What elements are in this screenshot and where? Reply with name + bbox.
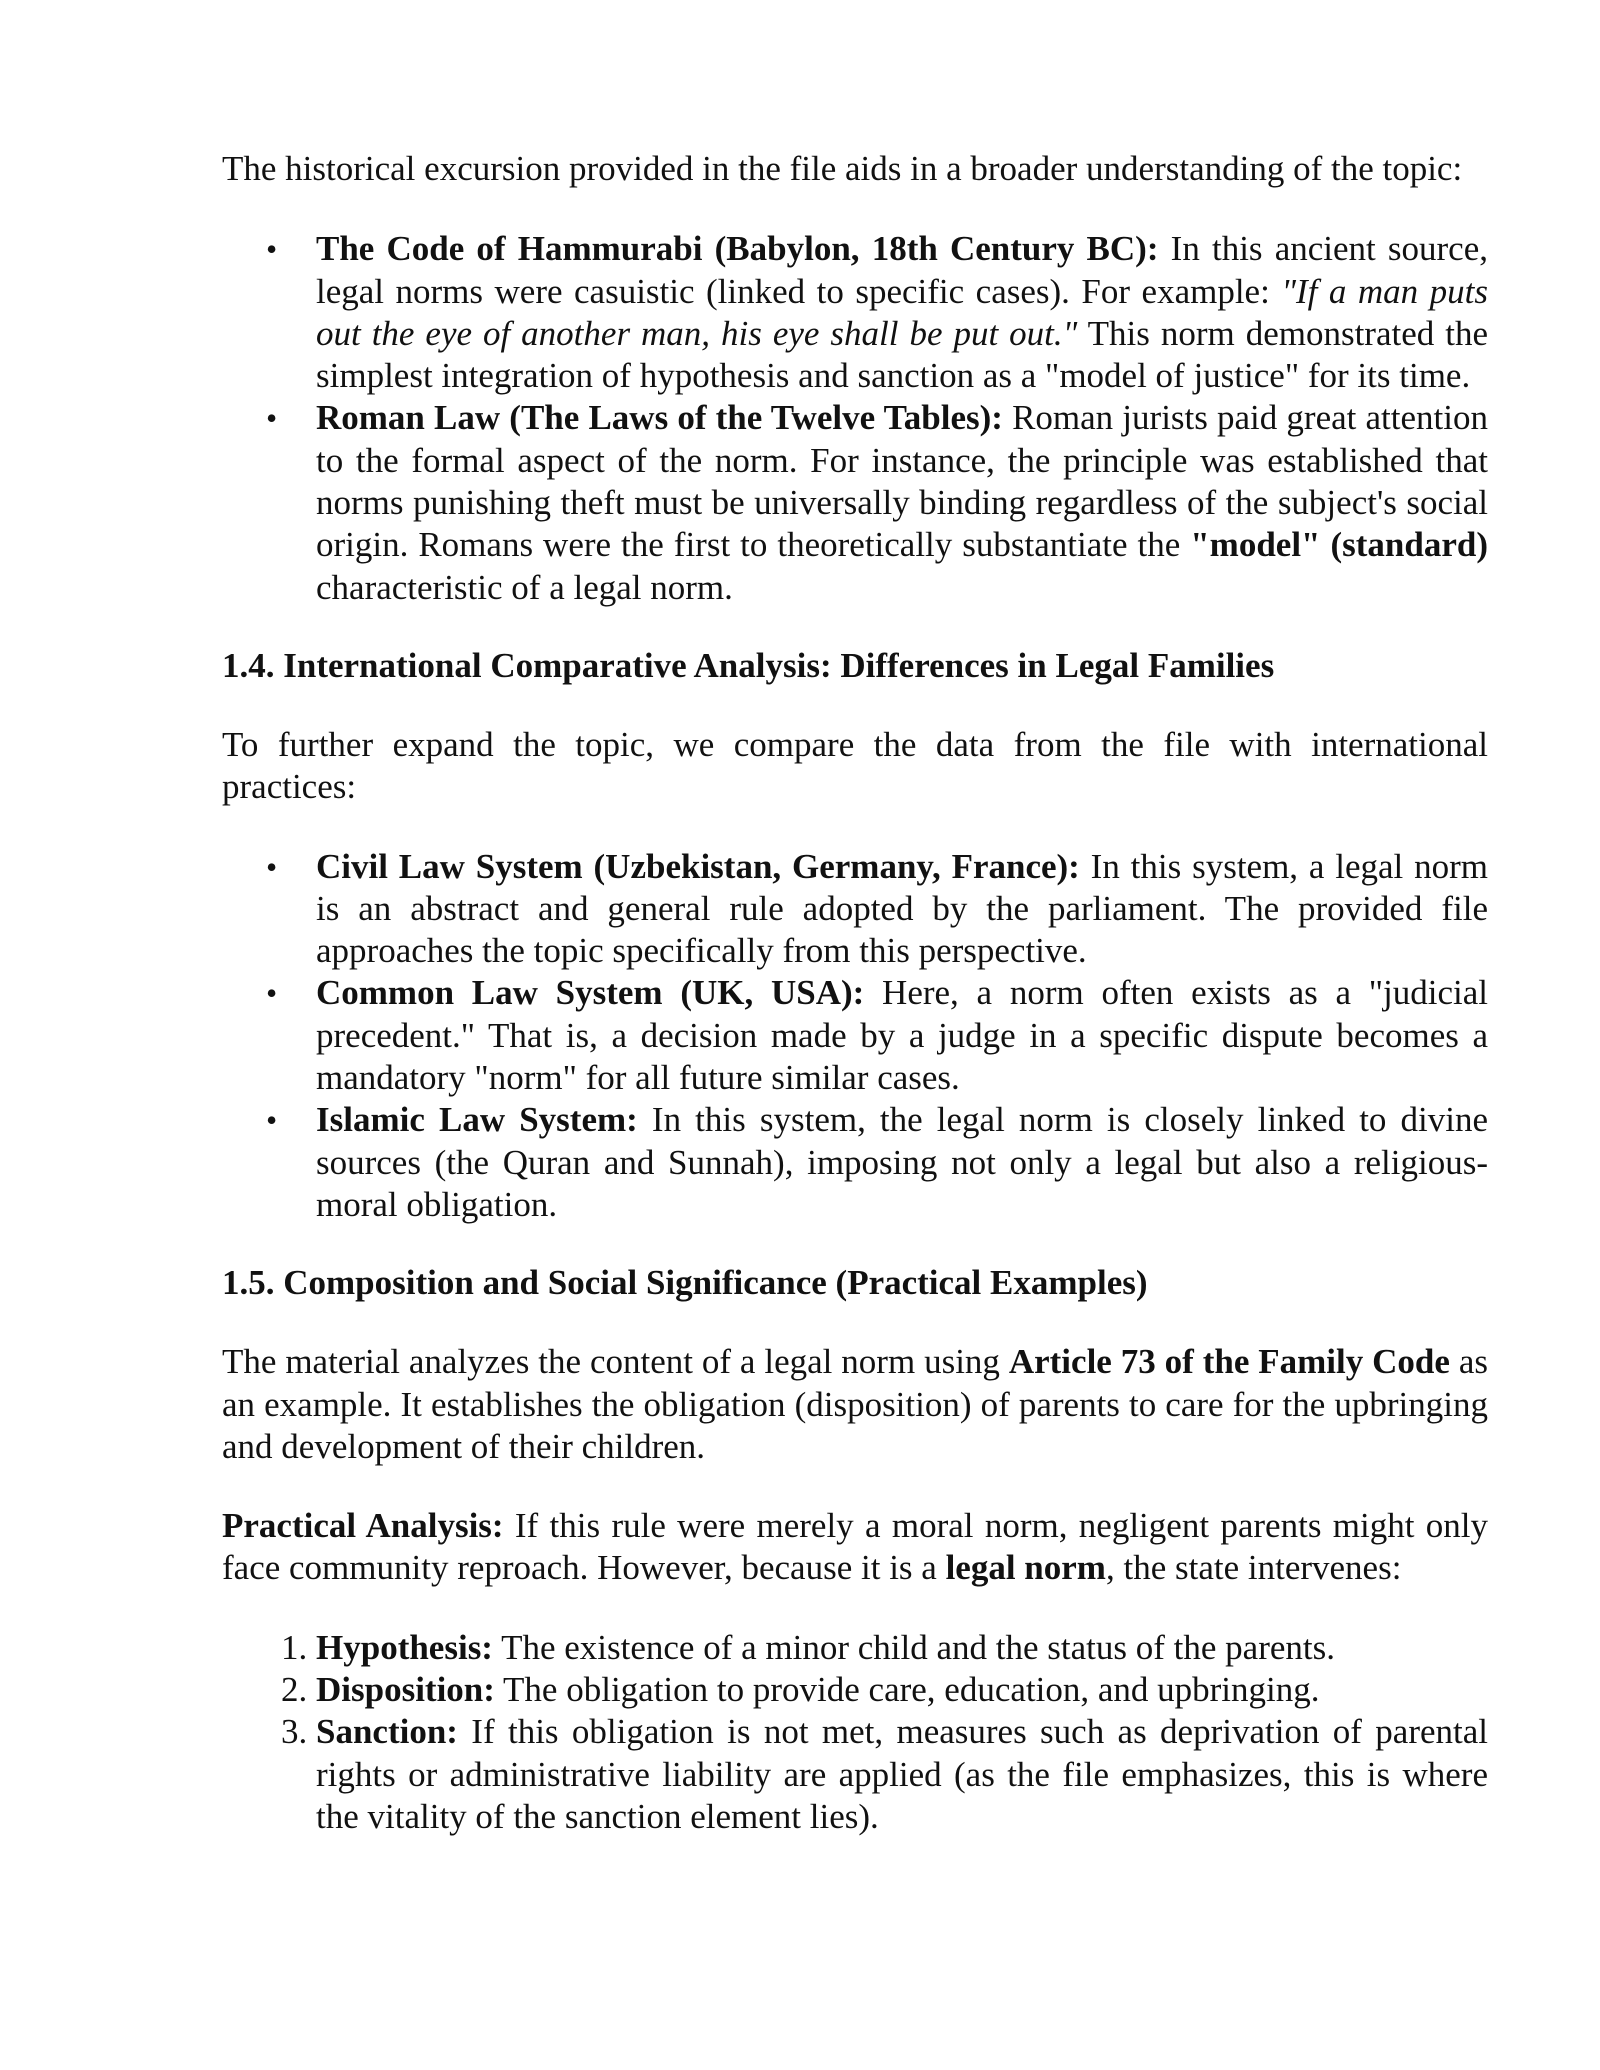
document-page — [222, 148, 1488, 1838]
legal-system-item-islamic: • Islamic Law System: In this system, the legal norm is closely linked to divine sources (the Quran and Sunnah), imposing not only a legal but also a religious-moral obligation. — [316, 1099, 1488, 1226]
history-item-roman-law: • Roman Law (The Laws of the Twelve Tables): Roman jurists paid great attention to the formal aspect of the norm. For instance, the principle was established that norms punishing theft must be universally binding regardless of the subject's social origin. Romans were the first to theoretically substantiate the "model" (standard) characteristic of a legal norm. — [316, 397, 1488, 608]
legal-systems-list — [222, 846, 1488, 1227]
section-1-5-paragraph-2: Practical Analysis: If this rule were merely a moral norm, negligent parents might only face community reproach. However, because it is a legal norm, the state intervenes: — [222, 1506, 1488, 1588]
section-1-5-paragraph-1: The material analyzes the content of a legal norm using Article 73 of the Family Code as an example. It establishes the obligation (disposition) of parents to care for the upbringing and development of their children. — [222, 1342, 1488, 1466]
history-item-title: Roman Law (The Laws of the Twelve Tables): — [316, 398, 1003, 438]
intro-paragraph: The historical excursion provided in the file aids in a broader understanding of the topic: — [222, 149, 1463, 188]
norm-element-disposition: 2. Disposition: The obligation to provide care, education, and upbringing. — [316, 1669, 1488, 1711]
history-item-title: The Code of Hammurabi (Babylon, 18th Century BC): — [316, 229, 1159, 269]
section-1-4-intro: To further expand the topic, we compare the data from the file with international practices: — [222, 724, 1488, 807]
section-heading-1-5: 1.5. Composition and Social Significance (Practical Examples) — [222, 1263, 1148, 1303]
legal-system-item-civil: • Civil Law System (Uzbekistan, Germany, France): In this system, a legal norm is an abstract and general rule adopted by the parliament. The provided file approaches the topic specifically from this perspective. — [316, 846, 1488, 973]
history-item-hammurabi: • The Code of Hammurabi (Babylon, 18th Century BC): In this ancient source, legal norms were casuistic (linked to specific cases). For example: "If a man puts out the eye of another man, his eye shall be put out." This norm demonstrated the simplest integration of hypothesis and sanction as a "model of justice" for its time. — [316, 228, 1488, 397]
norm-element-hypothesis: 1. Hypothesis: The existence of a minor child and the status of the parents. — [316, 1627, 1488, 1669]
norm-element-sanction: 3. Sanction: If this obligation is not met, measures such as deprivation of parental rights or administrative liability are applied (as the file emphasizes, this is where the vitality of the sanction element lies). — [316, 1711, 1488, 1838]
legal-system-item-common: • Common Law System (UK, USA): Here, a norm often exists as a "judicial precedent." That is, a decision made by a judge in a specific dispute becomes a mandatory "norm" for all future similar cases. — [316, 972, 1488, 1099]
norm-elements-list — [222, 1627, 1488, 1838]
history-list — [222, 228, 1488, 609]
quote-text: "If a man puts out the eye of another man, his eye shall be put out." — [316, 271, 1489, 353]
section-heading-1-4: 1.4. International Comparative Analysis: Differences in Legal Families — [222, 645, 1275, 685]
